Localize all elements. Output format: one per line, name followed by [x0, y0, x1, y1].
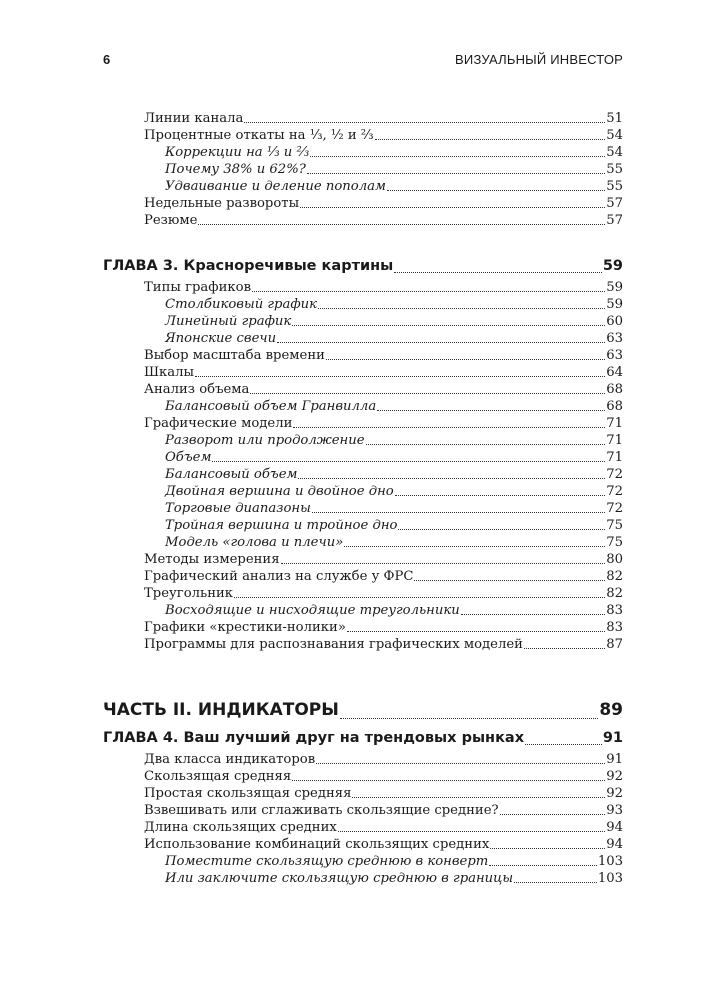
entry-title: Программы для распознавания графических моделей	[144, 637, 523, 652]
dot-leader	[387, 190, 605, 191]
entry-page: 82	[606, 569, 623, 584]
chapter-heading[interactable]	[103, 727, 623, 749]
entry-title: Столбиковый график	[165, 297, 318, 312]
dot-leader	[252, 291, 605, 292]
dot-leader	[244, 122, 605, 123]
toc-entry[interactable]	[103, 415, 623, 432]
entry-title: Длина скользящих средних	[144, 820, 337, 835]
toc-chapter-3	[103, 255, 623, 277]
toc-subentry[interactable]	[103, 313, 623, 330]
entry-page: 72	[606, 484, 623, 499]
toc-entry[interactable]	[103, 585, 623, 602]
dot-leader	[366, 444, 606, 445]
dot-leader	[340, 718, 598, 719]
dot-leader	[525, 744, 602, 745]
dot-leader	[292, 325, 605, 326]
toc-subentry[interactable]	[103, 144, 623, 161]
dot-leader	[344, 546, 605, 547]
toc-subentry[interactable]	[103, 602, 623, 619]
entry-title: Недельные развороты	[144, 196, 300, 211]
dot-leader	[198, 224, 605, 225]
toc-entry[interactable]	[103, 195, 623, 212]
toc-entry[interactable]	[103, 619, 623, 636]
dot-leader	[489, 865, 597, 866]
entry-page: 92	[606, 786, 623, 801]
entry-title: Скользящая средняя	[144, 769, 292, 784]
entry-page: 55	[606, 162, 623, 177]
toc-entry[interactable]	[103, 127, 623, 144]
entry-page: 63	[606, 331, 623, 346]
entry-title: Резюме	[144, 213, 198, 228]
toc-subentry[interactable]	[103, 500, 623, 517]
toc-entry[interactable]	[103, 802, 623, 819]
chapter-title: ГЛАВА 4. Ваш лучший друг на трендовых рынках	[103, 730, 525, 746]
toc-part-2	[103, 697, 623, 723]
entry-title: Два класса индикаторов	[144, 752, 316, 767]
entry-title: Торговые диапазоны	[165, 501, 311, 516]
dot-leader	[524, 648, 605, 649]
toc-subentry[interactable]	[103, 296, 623, 313]
dot-leader	[250, 393, 605, 394]
entry-page: 51	[606, 111, 623, 126]
toc-subentry[interactable]	[103, 161, 623, 178]
entry-page: 57	[606, 196, 623, 211]
entry-title: Графические модели	[144, 416, 293, 431]
toc-subentry[interactable]	[103, 870, 623, 887]
entry-title: Методы измерения	[144, 552, 280, 567]
chapter-page: 91	[602, 730, 623, 746]
dot-leader	[395, 495, 606, 496]
dot-leader	[277, 342, 605, 343]
toc-subentry[interactable]	[103, 534, 623, 551]
toc-entry[interactable]	[103, 751, 623, 768]
entry-page: 68	[606, 382, 623, 397]
entry-title: Объем	[165, 450, 212, 465]
entry-page: 92	[606, 769, 623, 784]
chapter-title: ГЛАВА 3. Красноречивые картины	[103, 258, 394, 274]
entry-title: Балансовый объем	[165, 467, 298, 482]
chapter-page: 59	[602, 258, 623, 274]
entry-title: Графический анализ на службе у ФРС	[144, 569, 414, 584]
entry-page: 68	[606, 399, 623, 414]
entry-page: 103	[597, 871, 623, 886]
toc-entry[interactable]	[103, 110, 623, 127]
toc-entry[interactable]	[103, 568, 623, 585]
dot-leader	[347, 631, 605, 632]
toc-entry[interactable]	[103, 836, 623, 853]
dot-leader	[310, 156, 605, 157]
entry-title: Процентные откаты на ¹⁄₃, ¹⁄₂ и ²⁄₃	[144, 128, 374, 143]
entry-page: 64	[606, 365, 623, 380]
toc-subentry[interactable]	[103, 853, 623, 870]
entry-page: 57	[606, 213, 623, 228]
entry-title: Двойная вершина и двойное дно	[165, 484, 394, 499]
toc-chapter-4	[103, 727, 623, 749]
dot-leader	[394, 272, 602, 273]
dot-leader	[292, 780, 605, 781]
entry-page: 93	[606, 803, 623, 818]
entry-page: 94	[606, 837, 623, 852]
entry-title: Простая скользящая средняя	[144, 786, 352, 801]
entry-page: 75	[606, 518, 623, 533]
toc-entry[interactable]	[103, 212, 623, 229]
dot-leader	[234, 597, 605, 598]
dot-leader	[514, 882, 597, 883]
toc-entry[interactable]	[103, 364, 623, 381]
toc-subentry[interactable]	[103, 483, 623, 500]
dot-leader	[377, 410, 605, 411]
toc-entry[interactable]	[103, 347, 623, 364]
toc-block-1	[103, 110, 623, 229]
toc-entry[interactable]	[103, 768, 623, 785]
toc-block-4	[103, 751, 623, 887]
page-number: 6	[103, 52, 111, 67]
toc-subentry[interactable]	[103, 466, 623, 483]
entry-title: Японские свечи	[165, 331, 277, 346]
entry-title: Использование комбинаций скользящих средних	[144, 837, 490, 852]
entry-page: 75	[606, 535, 623, 550]
toc-block-3	[103, 279, 623, 653]
book-title: ВИЗУАЛЬНЫЙ ИНВЕСТОР	[455, 52, 623, 67]
toc-subentry[interactable]	[103, 398, 623, 415]
entry-page: 63	[606, 348, 623, 363]
toc-entry[interactable]	[103, 785, 623, 802]
entry-title: Треугольник	[144, 586, 234, 601]
toc-subentry[interactable]	[103, 449, 623, 466]
part-page: 89	[599, 700, 623, 720]
entry-title: Выбор масштаба времени	[144, 348, 325, 363]
entry-title: Поместите скользящую среднюю в конверт	[165, 854, 489, 869]
toc-subentry[interactable]	[103, 178, 623, 195]
entry-page: 83	[606, 603, 623, 618]
toc-entry[interactable]	[103, 636, 623, 653]
entry-title: Анализ объема	[144, 382, 250, 397]
entry-title: Балансовый объем Гранвилла	[165, 399, 377, 414]
entry-page: 55	[606, 179, 623, 194]
dot-leader	[352, 797, 605, 798]
entry-title: Линейный график	[165, 314, 292, 329]
dot-leader	[212, 461, 605, 462]
toc-entry[interactable]	[103, 279, 623, 296]
dot-leader	[312, 512, 605, 513]
entry-title: Тройная вершина и тройное дно	[165, 518, 398, 533]
entry-page: 54	[606, 128, 623, 143]
dot-leader	[300, 207, 605, 208]
dot-leader	[500, 814, 606, 815]
entry-page: 82	[606, 586, 623, 601]
dot-leader	[375, 139, 606, 140]
toc-subentry[interactable]	[103, 330, 623, 347]
entry-title: Удваивание и деление пополам	[165, 179, 386, 194]
dot-leader	[318, 308, 605, 309]
running-header	[103, 52, 623, 70]
entry-title: Графики «крестики-нолики»	[144, 620, 346, 635]
dot-leader	[316, 763, 605, 764]
toc-entry[interactable]	[103, 819, 623, 836]
entry-page: 87	[606, 637, 623, 652]
dot-leader	[414, 580, 605, 581]
entry-page: 103	[597, 854, 623, 869]
dot-leader	[293, 427, 605, 428]
entry-title: Или заключите скользящую среднюю в границы	[165, 871, 514, 886]
entry-page: 71	[606, 416, 623, 431]
dot-leader	[326, 359, 605, 360]
entry-title: Взвешивать или сглаживать скользящие средние?	[144, 803, 499, 818]
part-heading[interactable]	[103, 697, 623, 723]
toc-entry[interactable]	[103, 381, 623, 398]
entry-page: 83	[606, 620, 623, 635]
dot-leader	[338, 831, 605, 832]
toc-entry[interactable]	[103, 551, 623, 568]
toc-subentry[interactable]	[103, 432, 623, 449]
entry-page: 71	[606, 450, 623, 465]
toc-subentry[interactable]	[103, 517, 623, 534]
entry-page: 80	[606, 552, 623, 567]
entry-title: Восходящие и нисходящие треугольники	[165, 603, 460, 618]
entry-page: 60	[606, 314, 623, 329]
entry-page: 59	[606, 280, 623, 295]
dot-leader	[490, 848, 605, 849]
entry-page: 91	[606, 752, 623, 767]
entry-page: 59	[606, 297, 623, 312]
dot-leader	[398, 529, 605, 530]
entry-title: Линии канала	[144, 111, 244, 126]
entry-title: Коррекции на ¹⁄₃ и ²⁄₃	[165, 145, 310, 160]
part-title: ЧАСТЬ II. ИНДИКАТОРЫ	[103, 700, 339, 720]
dot-leader	[195, 376, 605, 377]
entry-title: Модель «голова и плечи»	[165, 535, 344, 550]
entry-page: 71	[606, 433, 623, 448]
entry-page: 54	[606, 145, 623, 160]
entry-page: 72	[606, 501, 623, 516]
dot-leader	[461, 614, 606, 615]
entry-title: Почему 38% и 62%?	[165, 162, 306, 177]
entry-title: Разворот или продолжение	[165, 433, 365, 448]
dot-leader	[281, 563, 606, 564]
dot-leader	[307, 173, 605, 174]
entry-title: Шкалы	[144, 365, 195, 380]
entry-title: Типы графиков	[144, 280, 251, 295]
entry-page: 72	[606, 467, 623, 482]
entry-page: 94	[606, 820, 623, 835]
chapter-heading[interactable]	[103, 255, 623, 277]
dot-leader	[298, 478, 605, 479]
